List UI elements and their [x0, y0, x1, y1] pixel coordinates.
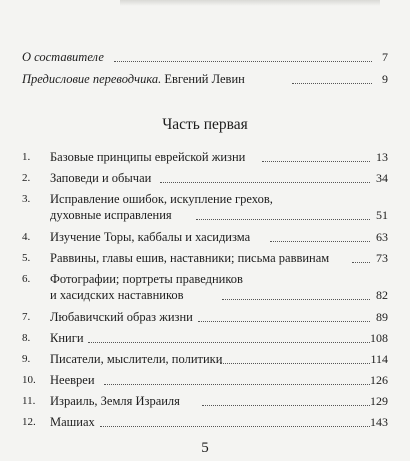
chapter-page: 51: [376, 208, 388, 222]
leader-dots: [198, 320, 370, 322]
page-edge-shadow: [120, 0, 380, 6]
part-title: Часть первая: [162, 116, 248, 133]
leader-dots: [100, 425, 370, 427]
chapter-number: 3.: [22, 193, 31, 205]
chapter-page: 143: [370, 415, 388, 429]
leader-dots: [114, 60, 372, 62]
leader-dots: [352, 261, 370, 263]
chapter-number: 12.: [22, 416, 36, 428]
toc-entry-page: 7: [382, 50, 388, 64]
chapter-page: 82: [376, 288, 388, 302]
chapter-page: 89: [376, 310, 388, 324]
chapter-page: 34: [376, 171, 388, 185]
chapter-number: 5.: [22, 252, 31, 264]
chapter-page: 129: [370, 394, 388, 408]
chapter-number: 10.: [22, 374, 36, 386]
leader-dots: [160, 181, 370, 183]
chapter-page: 108: [370, 331, 388, 345]
chapter-title: Машиах: [50, 415, 95, 429]
chapter-page: 73: [376, 251, 388, 265]
leader-dots: [202, 404, 370, 406]
leader-dots: [292, 82, 372, 84]
chapter-title-line: Исправление ошибок, искупление грехов,: [50, 192, 273, 206]
chapter-title: Писатели, мыслители, политики: [50, 352, 223, 366]
chapter-page: 63: [376, 230, 388, 244]
chapter-title: Базовые принципы еврейской жизни: [50, 150, 246, 164]
chapter-number: 11.: [22, 395, 36, 407]
toc-entry-author: Евгений Левин: [164, 72, 245, 86]
toc-entry-title: О составителе: [22, 50, 104, 64]
chapter-number: 7.: [22, 311, 31, 323]
chapter-title-line: и хасидских наставников: [50, 288, 184, 302]
chapter-number: 1.: [22, 151, 31, 163]
chapter-number: 4.: [22, 231, 31, 243]
chapter-title: Любавичский образ жизни: [50, 310, 193, 324]
chapter-page: 114: [370, 352, 388, 366]
chapter-title: Неевреи: [50, 373, 95, 387]
chapter-title: Заповеди и обычаи: [50, 171, 152, 185]
chapter-number: 9.: [22, 353, 31, 365]
chapter-title: Изучение Торы, каббалы и хасидизма: [50, 230, 251, 244]
chapter-number: 6.: [22, 273, 31, 285]
toc-entry-page: 9: [382, 72, 388, 86]
chapter-title-line: Фотографии; портреты праведников: [50, 272, 243, 286]
toc-entry-title: Предисловие переводчика.: [22, 72, 162, 86]
leader-dots: [88, 341, 370, 343]
chapter-page: 126: [370, 373, 388, 387]
leader-dots: [220, 362, 370, 364]
leader-dots: [262, 160, 370, 162]
leader-dots: [222, 298, 370, 300]
chapter-title: Израиль, Земля Израиля: [50, 394, 180, 408]
chapter-page: 13: [376, 150, 388, 164]
chapter-title-line: духовные исправления: [50, 208, 172, 222]
chapter-title: Книги: [50, 331, 84, 345]
leader-dots: [196, 218, 370, 220]
chapter-number: 8.: [22, 332, 31, 344]
leader-dots: [270, 240, 370, 242]
chapter-number: 2.: [22, 172, 31, 184]
page-number: 5: [201, 440, 209, 456]
chapter-title: Раввины, главы ешив, наставники; письма раввинам: [50, 251, 330, 265]
leader-dots: [104, 383, 370, 385]
